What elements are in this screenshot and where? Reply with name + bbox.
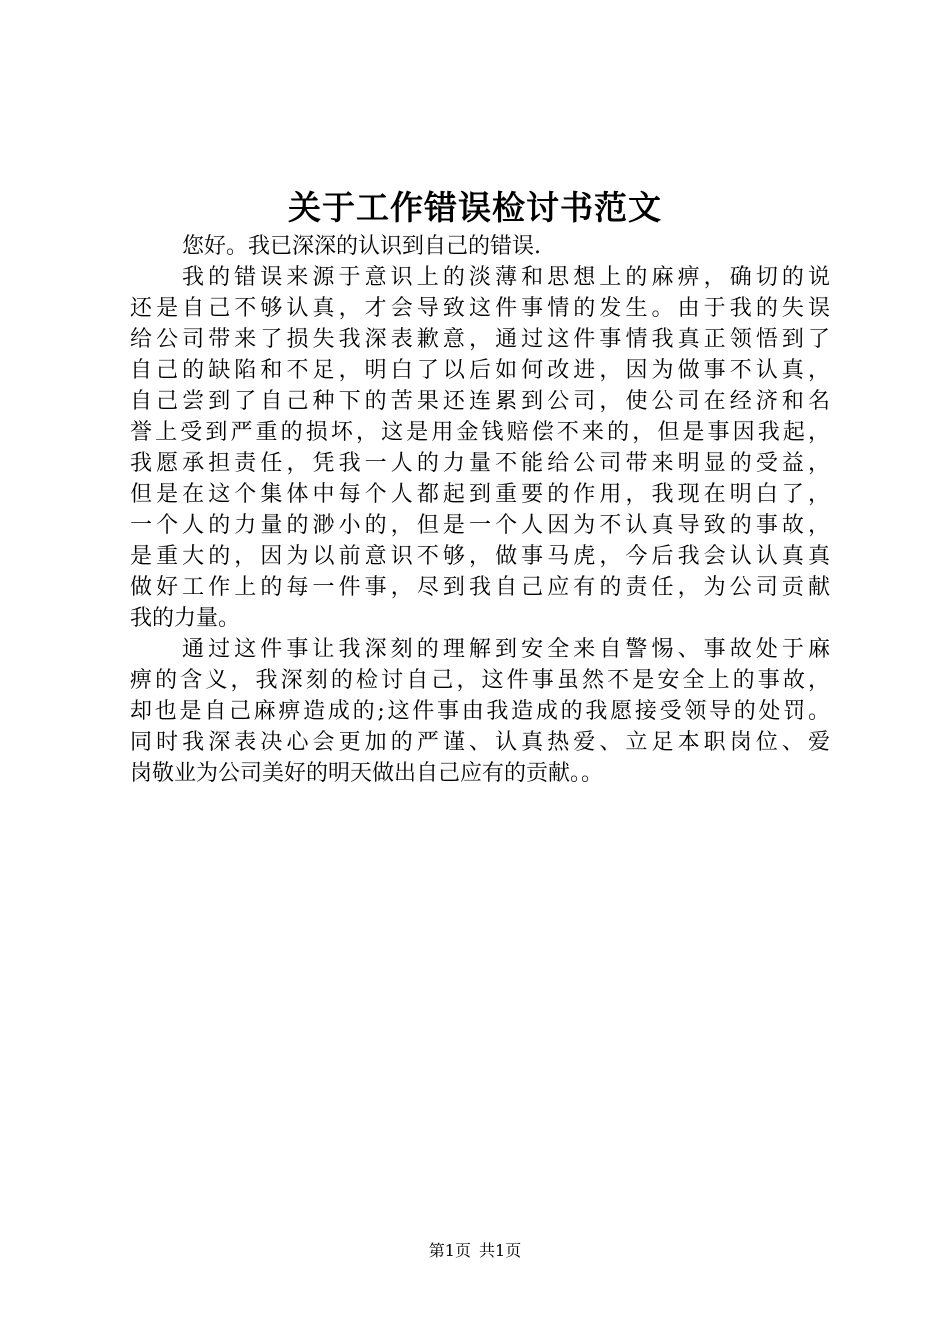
paragraph-line: 给公司带来了损失我深表歉意，通过这件事情我真正领悟到了 <box>130 327 830 352</box>
paragraph-line: 誉上受到严重的损坏，这是用金钱赔偿不来的，但是事因我起， <box>130 420 830 445</box>
paragraph-line: 自己的缺陷和不足，明白了以后如何改进，因为做事不认真， <box>130 358 830 383</box>
page-number-footer: 第1页 共1页 <box>428 1241 522 1260</box>
paragraph-line: 我的错误来源于意识上的淡薄和思想上的麻痹，确切的说 <box>182 265 830 290</box>
paragraph-line: 通过这件事让我深刻的理解到安全来自警惕、事故处于麻 <box>182 637 830 662</box>
document-title: 关于工作错误检讨书范文 <box>288 188 662 227</box>
greeting-line: 您好。我已深深的认识到自己的错误. <box>182 234 541 259</box>
paragraph-line: 岗敬业为公司美好的明天做出自己应有的贡献。。 <box>130 761 604 786</box>
paragraph-line: 我的力量。 <box>130 606 241 631</box>
paragraph-line: 但是在这个集体中每个人都起到重要的作用，我现在明白了， <box>130 482 830 507</box>
paragraph-line: 痹的含义，我深刻的检讨自己，这件事虽然不是安全上的事故， <box>130 668 830 693</box>
paragraph-line: 自己尝到了自己种下的苦果还连累到公司，使公司在经济和名 <box>130 389 830 414</box>
paragraph-line: 同时我深表决心会更加的严谨、认真热爱、立足本职岗位、爱 <box>130 730 830 755</box>
document-body <box>130 231 830 789</box>
paragraph-line: 我愿承担责任，凭我一人的力量不能给公司带来明显的受益， <box>130 451 830 476</box>
paragraph-line: 却也是自己麻痹造成的;这件事由我造成的我愿接受领导的处罚。 <box>130 699 830 724</box>
paragraph-line: 是重大的，因为以前意识不够，做事马虎，今后我会认认真真 <box>130 544 830 569</box>
paragraph-line: 还是自己不够认真，才会导致这件事情的发生。由于我的失误 <box>130 296 830 321</box>
paragraph-line: 一个人的力量的渺小的，但是一个人因为不认真导致的事故， <box>130 513 830 538</box>
paragraph-line: 做好工作上的每一件事，尽到我自己应有的责任，为公司贡献 <box>130 575 830 600</box>
